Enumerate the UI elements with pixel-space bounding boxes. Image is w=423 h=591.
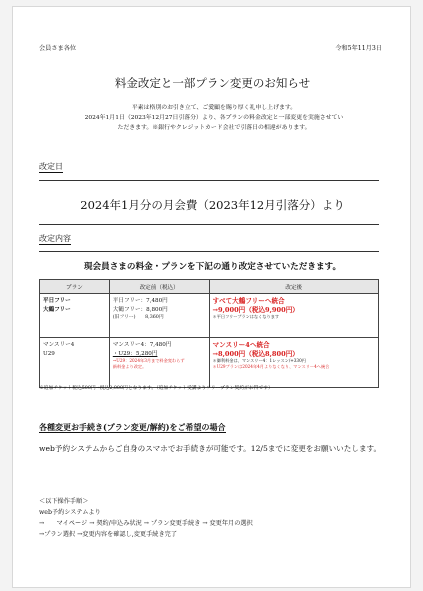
section-divider	[39, 180, 379, 181]
section-divider	[39, 224, 379, 225]
plan-name: 大鶴フリー	[43, 306, 71, 313]
step-line: web予約システムより	[39, 509, 101, 516]
content-subheading: 現会員さまの料金・プランを下記の通り改定させていただきます。	[83, 262, 342, 272]
price-table	[39, 279, 379, 388]
intro-line: ただきます。※銀行やクレジットカード会社で引落日の相違があります。	[117, 125, 311, 131]
after-cell	[209, 338, 379, 388]
table-header-row	[40, 280, 379, 294]
before-cell	[109, 294, 209, 338]
new-plan: すべて大鶴フリーへ統合	[212, 297, 285, 305]
notice-title: 料金改定と一部プラン変更のお知らせ	[114, 76, 311, 90]
procedure-heading: 各種変更お手続き(プラン変更/解約)をご希望の場合	[39, 422, 226, 432]
plan-name: 平日フリー	[43, 298, 71, 304]
before-cell	[109, 338, 209, 388]
new-price: →9,000円（税込9,900円）	[212, 305, 299, 314]
plan-cell	[40, 338, 110, 388]
old-price: ・U29：5,280円	[112, 350, 158, 357]
intro-line: 平素は格別のお引き立て、ご愛顧を賜り厚く礼申し上げます。	[131, 105, 297, 111]
column-header: プラン	[40, 280, 110, 294]
addressee: 会員さま各位	[39, 45, 77, 52]
new-plan: マンスリー4へ統合	[212, 341, 270, 349]
procedure-steps	[39, 496, 253, 540]
table-row	[40, 338, 379, 388]
section-label-date: 改定日	[39, 162, 63, 171]
old-price-note: →U29：2024年3月まで料金変わらず	[112, 358, 185, 363]
issue-date: 令和5年11月3日	[335, 45, 382, 52]
old-price: 平日フリー：7,480円	[112, 298, 168, 304]
new-price: →8,000円（税込8,800円）	[212, 349, 299, 358]
old-price: 大鶴フリー：8,800円	[112, 306, 168, 313]
plan-name: U29	[43, 350, 55, 357]
notice-page	[12, 6, 411, 588]
section-divider	[39, 251, 379, 252]
old-price: マンスリー4：7,480円	[112, 342, 172, 348]
old-price-note: (旧フリー) 8,360円	[112, 315, 164, 320]
intro-line: 2024年1月1日（2023年12月27日引落分）より、各プランの料金改定と一部変更を実施させてい	[84, 115, 344, 121]
column-header: 改定前（税込）	[109, 280, 209, 294]
plan-name: マンスリー4	[43, 342, 75, 348]
column-header: 改定後	[209, 280, 379, 294]
old-price-note: 新料金より改定。	[112, 364, 147, 369]
plan-note: ＊御利料金は、マンスリー4：1レッスン/+330円	[212, 358, 306, 363]
step-line: → マイページ → 契約/申込み状況 → プラン変更手続き → 変更年月の選択	[39, 520, 253, 527]
ticket-note: ※追加チケット税込500円→税込2,000円となります。（追加チケット受講よりフリープラン契約がお得です）	[39, 386, 273, 391]
plan-note: ＊U29プランは2024年4月よりなくなり、マンスリー4へ統合	[212, 364, 330, 369]
step-line: ＜以下操作手順＞	[39, 498, 89, 505]
plan-cell	[40, 294, 110, 338]
plan-note: ＊平日フリープランはなくなります	[212, 314, 280, 319]
step-line: →プラン選択 →変更内容を確認し,変更手続き完了	[39, 531, 178, 538]
after-cell	[209, 294, 379, 338]
procedure-text: web予約システムからご自身のスマホでお手続きが可能です。12/5までに変更をお願いいたします。	[39, 444, 382, 453]
section-label-content: 改定内容	[39, 234, 71, 243]
effective-date-headline: 2024年1月分の月会費（2023年12月引落分）より	[80, 198, 345, 212]
intro-text	[49, 103, 379, 133]
table-row	[40, 294, 379, 338]
